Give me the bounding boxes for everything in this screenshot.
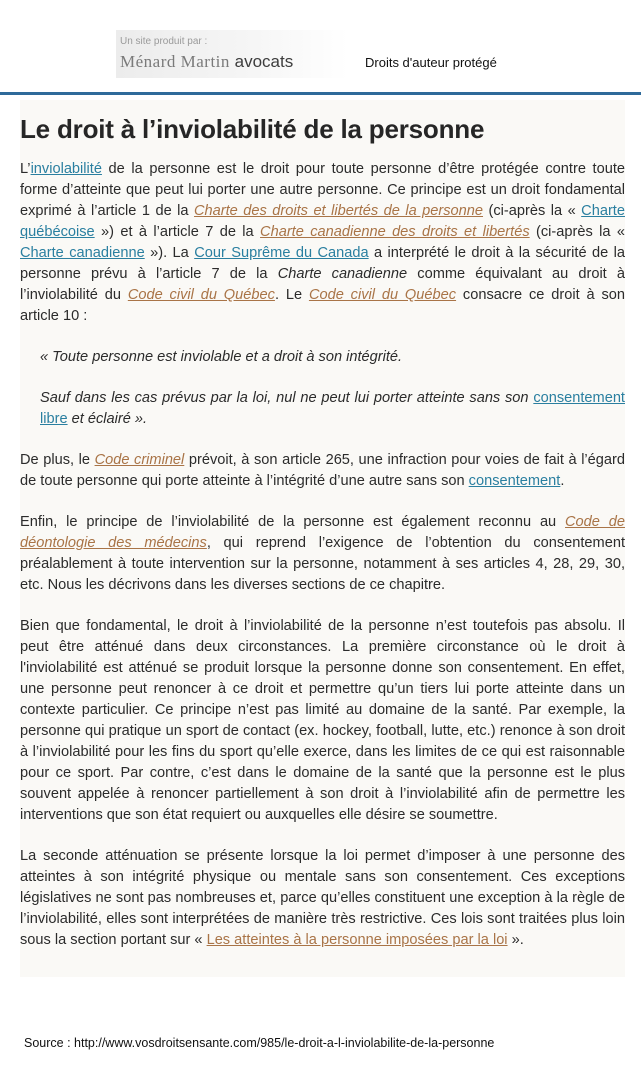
copyright-notice: Droits d'auteur protégé [365,55,497,70]
link-charte-canadienne-full[interactable]: Charte canadienne des droits et libertés [260,224,530,240]
paragraph-intro: L’inviolabilité de la personne est le droit pour toute personne d’être protégée contre toute forme d’atteinte que peut lui porter une autre personne. Ce principe est un droit fondamental exprimé à l’article 1 de la Charte des droits et libertés de la personne (ci-après la « Charte québécoise ») et à l’article 7 de la Charte canadienne des droits et libertés (ci-après la « Charte canadienne »). La Cour Suprême du Canada a interprété le droit à la sécurité de la personne prévu à l’article 7 de la Charte canadienne comme équivalant au droit à l’inviolabilité du Code civil du Québec. Le Code civil du Québec consacre ce droit à son article 10 : [20,161,626,324]
link-cour-supreme[interactable]: Cour Suprême du Canada [194,245,369,261]
header-divider [0,92,641,95]
quote-line-2: Sauf dans les cas prévus par la loi, nul ne peut lui porter atteinte sans son consentement libre et éclairé ». [40,390,625,427]
quote-line-1: « Toute personne est inviolable et a droit à son intégrité. [40,349,403,365]
link-code-deontologie[interactable]: Code de déontologie des médecins [20,514,625,551]
paragraph-attenuation-2: La seconde atténuation se présente lorsque la loi permet d’imposer à une personne des atteintes à son intégrité physique ou mentale sans son consentement. Ces exceptions législatives ne sont pas nombreuses et, parce qu’elles constituent une exception à la règle de l’inviolabilité, elles sont interprétées de manière très restrictive. Ces lois sont traitées plus loin sous la section portant sur « Les atteintes à la personne imposées par la loi ». [20,848,625,948]
site-header [0,0,641,86]
link-charte-canadienne[interactable]: Charte canadienne [20,245,145,261]
logo-tagline: Un site produit par : [120,36,208,47]
link-inviolabilite[interactable]: inviolabilité [30,161,102,177]
publisher-logo[interactable] [116,30,348,78]
link-charte-droits-libertes[interactable]: Charte des droits et libertés de la personne [194,203,484,219]
link-code-civil-1[interactable]: Code civil du Québec [127,287,275,303]
link-charte-quebecoise[interactable]: Charte québécoise [20,203,625,240]
paragraph-deontologie: Enfin, le principe de l’inviolabilité de la personne est également reconnu au Code de déontologie des médecins, qui reprend l’exigence de l’obtention du consentement préalablement à toute intervention sur la personne, notamment à ses articles 4, 28, 29, 30, etc. Nous les décrivons dans les diverses sections de ce chapitre. [20,514,625,593]
link-atteintes-personne[interactable]: Les atteintes à la personne imposées par la loi [206,932,508,948]
paragraph-code-criminel: De plus, le Code criminel prévoit, à son article 265, une infraction pour voies de fait à l’égard de toute personne qui porte atteinte à l’intégrité d’une autre sans son consentement. [20,452,626,489]
paragraph-attenuation-1: Bien que fondamental, le droit à l’inviolabilité de la personne n’est toutefois pas absolu. Il peut être atténué dans deux circonstances. La première circonstance où le droit à l'inviolabilité est atténué se produit lorsque la personne donne son consentement. En effet, une personne peut renoncer à ce droit et permettre qu’un tiers lui porte atteinte dans un contexte particulier. Ce principe n’est pas limité au domaine de la santé. Par exemple, la personne qui pratique un sport de contact (ex. hockey, football, lutte, etc.) renonce à son droit à l’inviolabilité pour les fins du sport qu’elle exerce, dans les limites de ce qui est raisonnable pour ce sport. Par contre, c’est dans le domaine de la santé que la personne est le plus souvent appelée à renoncer partiellement à son droit à l’inviolabilité afin de permettre les interventions que son état requiert ou auxquelles elle désire se soumettre. [20,618,625,823]
page-title: Le droit à l’inviolabilité de la personne [20,114,485,144]
link-consentement-libre[interactable]: consentement libre [40,390,625,427]
source-citation: Source : http://www.vosdroitsensante.com/985/le-droit-a-l-inviolabilite-de-la-personne [24,1036,495,1050]
logo-name: Ménard Martin avocats [120,52,294,71]
charte-canadienne-text: Charte canadienne [277,266,408,282]
link-code-civil-2[interactable]: Code civil du Québec [308,287,457,303]
link-code-criminel[interactable]: Code criminel [94,452,185,468]
article-content [20,100,625,977]
article-10-quote [20,347,625,430]
link-consentement[interactable]: consentement [468,473,561,489]
